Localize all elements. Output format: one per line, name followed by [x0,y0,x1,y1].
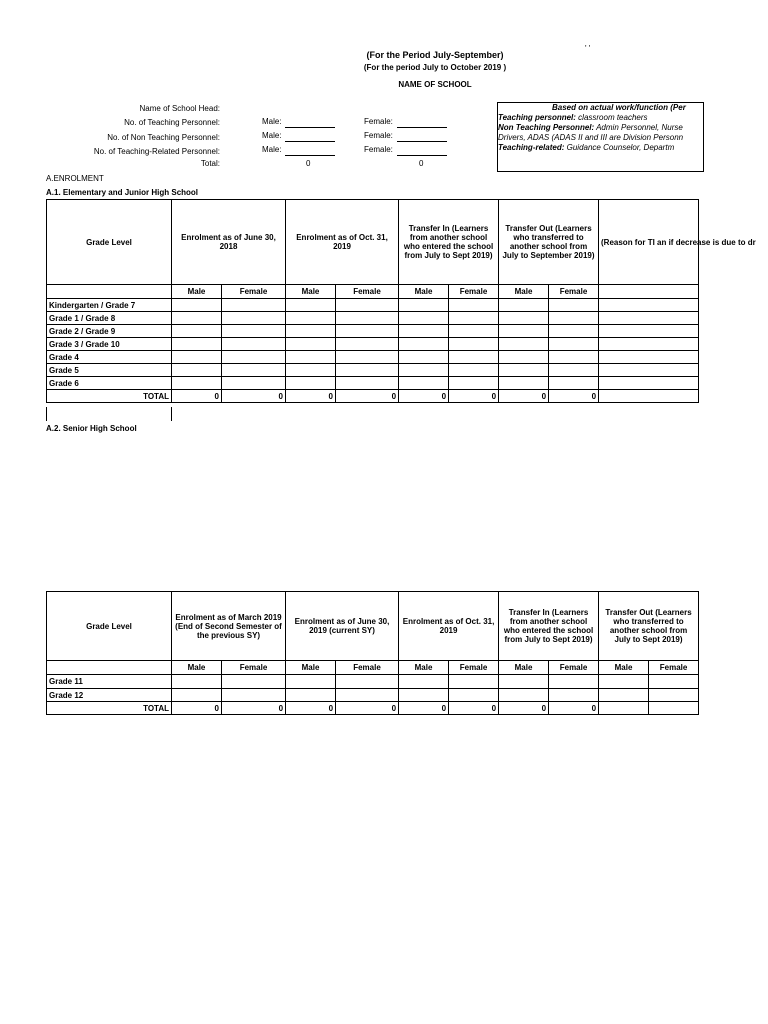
col-grade-level: Grade Level [47,592,172,661]
total-row-label: TOTAL [47,702,172,715]
total-cell: 0 [336,702,399,715]
sub-male: Male [499,661,549,675]
cell[interactable] [399,675,449,689]
cell[interactable] [336,675,399,689]
non-teaching-female-field[interactable] [397,141,447,142]
trailing-row-stub [46,407,172,421]
note-non-teaching-text: Admin Personnel, Nurse [594,123,683,132]
sub-male: Male [172,285,222,299]
cell[interactable] [286,338,336,351]
cell[interactable] [449,377,499,390]
sub-male: Male [599,661,649,675]
cell[interactable] [449,312,499,325]
note-teaching-text: classroom teachers [575,113,648,122]
non-teaching-male-field[interactable] [285,141,335,142]
cell[interactable] [499,312,549,325]
cell[interactable] [222,325,286,338]
row-label: Grade 5 [47,364,172,377]
col-transfer-out: Transfer Out (Learners who transferred to another school from July to Sept 2019) [599,592,699,661]
section-a1-title: A.1. Elementary and Junior High School [46,188,199,197]
cell[interactable] [449,351,499,364]
col-transfer-out: Transfer Out (Learners who transferred to another school from July to September 2019) [499,200,599,285]
cell[interactable] [286,299,336,312]
cell[interactable] [286,675,336,689]
cell[interactable] [286,312,336,325]
cell[interactable] [599,364,699,377]
cell[interactable] [222,299,286,312]
table-row [47,312,699,325]
school-name: NAME OF SCHOOL [398,80,472,89]
row-label: Kindergarten / Grade 7 [47,299,172,312]
note-non-teaching-label: Non Teaching Personnel: [498,123,595,132]
cell[interactable] [599,325,699,338]
table-row [47,689,699,702]
col-enrolment-june: Enrolment as of June 30, 2018 [172,200,286,285]
stray-marks: ' ' [585,44,591,53]
cell[interactable] [599,338,699,351]
total-cell: 0 [499,702,549,715]
cell[interactable] [549,675,599,689]
sub-empty [47,285,172,299]
total-cell: 0 [172,702,222,715]
col-grade-level: Grade Level [47,200,172,285]
col-enrolment-oct: Enrolment as of Oct. 31, 2019 [286,200,399,285]
total-cell: 0 [222,702,286,715]
cell[interactable] [336,312,399,325]
cell[interactable] [336,299,399,312]
cell[interactable] [399,338,449,351]
total-cell: 0 [549,390,599,403]
section-a2-title: A.2. Senior High School [46,424,137,433]
sub-male: Male [286,661,336,675]
cell[interactable] [649,689,699,702]
table-row [47,338,699,351]
cell[interactable] [172,364,222,377]
cell[interactable] [599,312,699,325]
sub-female: Female [336,661,399,675]
cell[interactable] [399,364,449,377]
row-label: Grade 4 [47,351,172,364]
cell[interactable] [336,689,399,702]
cell[interactable] [286,364,336,377]
teaching-related-male-field[interactable] [285,155,335,156]
cell[interactable] [336,338,399,351]
cell[interactable] [172,338,222,351]
total-cell: 0 [449,390,499,403]
table-row [47,675,699,689]
cell[interactable] [549,312,599,325]
total-cell: 0 [449,702,499,715]
total-cell [649,702,699,715]
elementary-jhs-enrolment-table [46,199,756,403]
teaching-related-male-label: Male: [262,145,282,154]
cell[interactable] [172,351,222,364]
sub-female: Female [222,285,286,299]
cell[interactable] [549,299,599,312]
cell[interactable] [399,377,449,390]
sub-male: Male [286,285,336,299]
cell[interactable] [172,299,222,312]
cell [599,390,699,403]
total-row-label: TOTAL [47,390,172,403]
cell[interactable] [599,377,699,390]
teaching-female-label: Female: [364,117,393,126]
cell[interactable] [599,299,699,312]
non-teaching-male-label: Male: [262,131,282,140]
sub-empty [599,285,699,299]
cell[interactable] [222,675,286,689]
personnel-definition-note [497,102,704,172]
cell[interactable] [549,338,599,351]
sub-female: Female [549,661,599,675]
cell[interactable] [449,299,499,312]
cell[interactable] [499,351,549,364]
cell[interactable] [222,689,286,702]
col-transfer-in: Transfer In (Learners from another school who entered the school from July to Sept 2019) [499,592,599,661]
cell[interactable] [499,338,549,351]
period-subtitle: (For the period July to October 2019 ) [363,63,507,72]
cell[interactable] [499,299,549,312]
cell[interactable] [399,312,449,325]
cell[interactable] [172,689,222,702]
teaching-female-field[interactable] [397,127,447,128]
cell[interactable] [449,325,499,338]
sub-male: Male [399,661,449,675]
teaching-personnel-label: No. of Teaching Personnel: [124,118,220,127]
note-teaching-related-text: Guidance Counselor, Departm [564,143,675,152]
cell[interactable] [399,351,449,364]
total-row [47,702,699,715]
total-female-value: 0 [419,159,424,168]
note-teaching-related-label: Teaching-related: [498,143,565,152]
teaching-related-label: No. of Teaching-Related Personnel: [93,147,220,156]
table-row [47,325,699,338]
cell[interactable] [286,325,336,338]
sub-female: Female [449,661,499,675]
teaching-related-female-label: Female: [364,145,393,154]
cell[interactable] [599,689,649,702]
total-cell: 0 [222,390,286,403]
cell[interactable] [549,325,599,338]
school-head-label: Name of School Head: [139,104,220,113]
cell[interactable] [449,364,499,377]
cell[interactable] [172,675,222,689]
col-transfer-in: Transfer In (Learners from another school who entered the school from July to Sept 2019) [399,200,499,285]
cell[interactable] [222,351,286,364]
total-cell: 0 [399,390,449,403]
total-label: Total: [200,159,220,168]
cell[interactable] [336,364,399,377]
table-row [47,351,699,364]
cell[interactable] [399,689,449,702]
cell[interactable] [449,338,499,351]
cell[interactable] [499,689,549,702]
cell[interactable] [499,364,549,377]
total-male-value: 0 [306,159,311,168]
row-label: Grade 1 / Grade 8 [47,312,172,325]
non-teaching-label: No. of Non Teaching Personnel: [107,133,220,142]
col-enrolment-march: Enrolment as of March 2019 (End of Second Semester of the previous SY) [172,592,286,661]
cell[interactable] [399,325,449,338]
total-cell: 0 [549,702,599,715]
total-row [47,390,699,403]
shs-enrolment-table [46,591,699,715]
sub-female: Female [649,661,699,675]
cell[interactable] [449,689,499,702]
cell[interactable] [499,675,549,689]
sub-male: Male [499,285,549,299]
table-row [47,377,699,390]
sub-female: Female [449,285,499,299]
non-teaching-female-label: Female: [364,131,393,140]
row-label: Grade 3 / Grade 10 [47,338,172,351]
sub-male: Male [399,285,449,299]
section-enrolment-title: A.ENROLMENT [46,174,104,183]
teaching-male-field[interactable] [285,127,335,128]
cell[interactable] [222,364,286,377]
cell[interactable] [399,299,449,312]
row-label: Grade 2 / Grade 9 [47,325,172,338]
cell[interactable] [449,675,499,689]
note-teaching-label: Teaching personnel: [498,113,576,122]
cell[interactable] [499,325,549,338]
teaching-related-female-field[interactable] [397,155,447,156]
cell[interactable] [499,377,549,390]
note-heading: Based on actual work/function (Per [552,103,686,112]
note-drivers-text: Drivers, ADAS (ADAS II and III are Division Personn [498,133,684,142]
cell[interactable] [222,338,286,351]
cell[interactable] [286,689,336,702]
cell[interactable] [336,325,399,338]
row-label: Grade 6 [47,377,172,390]
total-cell: 0 [399,702,449,715]
total-cell: 0 [336,390,399,403]
teaching-male-label: Male: [262,117,282,126]
cell[interactable] [172,377,222,390]
row-label: Grade 11 [47,675,172,689]
cell[interactable] [172,312,222,325]
row-label: Grade 12 [47,689,172,702]
sub-female: Female [549,285,599,299]
cell[interactable] [549,364,599,377]
cell[interactable] [336,377,399,390]
cell[interactable] [172,325,222,338]
total-cell [599,702,649,715]
cell[interactable] [286,377,336,390]
total-cell: 0 [286,702,336,715]
cell[interactable] [222,377,286,390]
period-title: (For the Period July-September) [366,50,504,60]
cell[interactable] [222,312,286,325]
cell[interactable] [599,675,649,689]
col-enrolment-june: Enrolment as of June 30, 2019 (current SY) [286,592,399,661]
table-row [47,299,699,312]
cell[interactable] [549,689,599,702]
cell[interactable] [599,351,699,364]
sub-female: Female [336,285,399,299]
sub-empty [47,661,172,675]
total-cell: 0 [172,390,222,403]
cell[interactable] [549,351,599,364]
total-cell: 0 [286,390,336,403]
cell[interactable] [549,377,599,390]
col-reason: (Reason for TI an if decrease is due to dr [599,200,699,285]
sub-female: Female [222,661,286,675]
cell[interactable] [649,675,699,689]
total-cell: 0 [499,390,549,403]
table-row [47,364,699,377]
cell[interactable] [286,351,336,364]
col-enrolment-oct: Enrolment as of Oct. 31, 2019 [399,592,499,661]
cell[interactable] [336,351,399,364]
sub-male: Male [172,661,222,675]
